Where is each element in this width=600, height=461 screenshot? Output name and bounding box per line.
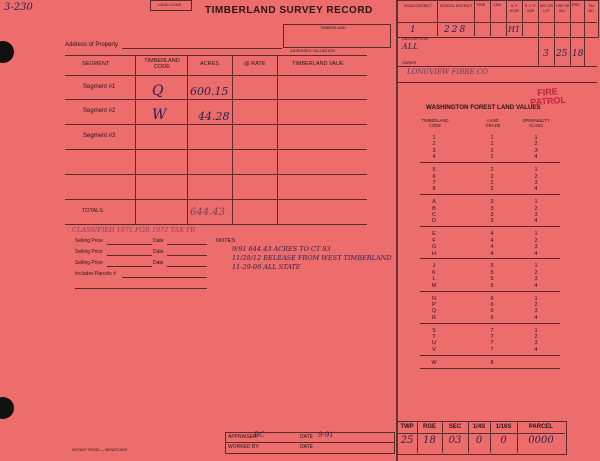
wflv-cell: V — [432, 346, 436, 353]
selling-price-3: Selling Price — [75, 260, 103, 266]
wflv-classes-group-1 — [529, 167, 543, 193]
parcel-value-4: 0 — [500, 435, 507, 446]
parcel-value-1: 18 — [423, 435, 436, 446]
hdr-road-district: ROAD DISTRICT — [404, 4, 432, 8]
totals-value: 644.43 — [190, 207, 225, 218]
segment-1-code: Q — [152, 83, 164, 99]
totals-label: TOTALS — [82, 208, 103, 214]
wflv-cell: 3 — [490, 218, 494, 225]
wflv-cell: 2 — [534, 334, 538, 340]
includes-parcels-label: Includes Parcels # — [75, 271, 116, 277]
wflv-classes-group-6 — [529, 328, 543, 354]
note-line-1: 9/91 644.43 ACRES TO CT 83 — [232, 245, 331, 253]
wflv-codes-group-5 — [427, 296, 441, 322]
wflv-cell: 3 — [432, 147, 436, 154]
wflv-cell: N — [432, 295, 436, 302]
wflv-cell: 6 — [490, 314, 494, 321]
wflv-classes-group-5 — [529, 296, 543, 322]
wflv-cell: 2 — [490, 179, 494, 186]
page-title: TIMBERLAND SURVEY RECORD — [205, 5, 373, 16]
parcel-value-5: 0000 — [528, 435, 554, 446]
wflv-classes-group-0 — [529, 135, 543, 161]
wflv-codes-group-0 — [427, 135, 441, 161]
wflv-title: WASHINGTON FOREST LAND VALUES — [426, 104, 541, 111]
note-line-2: 11/28/12 RELEASE FROM WEST TIMBERLAND — [232, 254, 392, 262]
wflv-cell: 7 — [490, 340, 494, 347]
wflv-col-grade: LAND GRADE — [485, 118, 501, 128]
wflv-cell: 2 — [534, 237, 538, 244]
wflv-classes-group-3 — [529, 231, 543, 257]
wflv-cell: 4 — [432, 154, 436, 161]
parcel-header-0: TWP — [400, 424, 414, 430]
wflv-cell: G — [431, 244, 437, 251]
wflv-cell: 4 — [534, 218, 538, 225]
owner-label: OWNER — [402, 61, 417, 65]
wflv-cell: 4 — [534, 314, 538, 321]
segment-1-acres: 600.15 — [190, 85, 229, 98]
wflv-cell: 2 — [534, 205, 538, 212]
worked-by-label: WORKED BY: — [228, 444, 260, 450]
school-value: 228 — [444, 25, 468, 35]
wflv-cell: 3 — [534, 276, 538, 283]
wflv-cell: L — [432, 276, 436, 283]
wflv-cell: B — [432, 205, 436, 212]
twp-value: 25 — [556, 49, 568, 59]
wflv-cell: 5 — [490, 282, 494, 289]
rge-value: 18 — [572, 49, 584, 59]
wflv-cell: 7 — [432, 179, 436, 186]
col-timberland-code: TIMBERLAND CODE — [144, 58, 180, 70]
appraiser-label: APPRAISER: — [228, 434, 259, 440]
printer-credit: INSTANT PRESS — WENATCHEE — [72, 448, 128, 452]
wflv-col-class: OPERABILITY CLASS — [522, 118, 550, 128]
wflv-grades-group-7 — [485, 360, 499, 366]
parcel-value-2: 03 — [448, 435, 462, 446]
parcel-header-3: 1/4S — [472, 424, 486, 430]
wflv-cell: T — [432, 334, 436, 340]
hdr-sec-lot: SEC OR LOT — [540, 4, 553, 13]
wflv-grades-group-6 — [485, 328, 499, 354]
wflv-grades-group-5 — [485, 296, 499, 322]
segment-3-label: Segment #3 — [83, 133, 116, 139]
wflv-cell: 8 — [490, 359, 494, 366]
segment-1-label: Segment #1 — [83, 84, 116, 90]
wflv-cell: 3 — [534, 340, 538, 347]
segment-2-acres: 44.28 — [198, 110, 230, 123]
wflv-cell: 3 — [534, 179, 538, 186]
wflv-cell: 1 — [534, 263, 538, 270]
wflv-cell: 2 — [534, 173, 538, 180]
wflv-grades-group-2 — [485, 199, 499, 225]
wflv-codes-group-4 — [427, 263, 441, 289]
wflv-cell: 4 — [490, 231, 494, 238]
wflv-cell: C — [432, 212, 436, 218]
appraiser-date-value: 9-91 — [318, 431, 334, 439]
wflv-cell: 7 — [490, 327, 494, 334]
wflv-codes-group-6 — [427, 328, 441, 354]
hdr-rge: RGE — [572, 3, 580, 7]
wflv-cell: 7 — [490, 334, 494, 340]
worked-by-date-label: DATE — [300, 444, 313, 450]
wflv-separator — [420, 291, 560, 292]
wflv-cell: 6 — [490, 301, 494, 308]
wflv-cell: 4 — [534, 186, 538, 193]
wflv-cell: 1 — [490, 141, 494, 148]
wflv-cell: 7 — [490, 346, 494, 353]
hdr-fire: FIRE — [477, 3, 486, 7]
owner-value: LONGVIEW FIBRE CO — [407, 68, 488, 76]
parcel-header-2: SEC — [448, 424, 462, 430]
col-rate: @ RATE — [244, 61, 266, 67]
assessed-valuation-label: ASSESSED VALUATION — [290, 48, 335, 53]
note-line-3: 11-29-06 ALL STATE — [232, 263, 301, 271]
col-segment: SEGMENT — [82, 61, 110, 67]
wflv-cell: K — [432, 269, 436, 276]
hdr-scp-ude: S. C. P. UDE — [524, 4, 537, 13]
wflv-codes-group-2 — [427, 199, 441, 225]
land-code-label: LAND CODE — [158, 2, 182, 7]
segment-2-label: Segment #2 — [83, 108, 116, 114]
parcel-value-0: 25 — [400, 435, 414, 446]
address-label: Address of Property — [65, 42, 119, 48]
wflv-cell: W — [431, 359, 437, 366]
wflv-cell: 8 — [432, 186, 436, 193]
wflv-cell: P — [432, 301, 436, 308]
col-acres: ACRES — [200, 61, 219, 67]
parcel-header-4: 1/16S — [495, 424, 512, 430]
notes-label: NOTES: — [216, 238, 237, 244]
wflv-cell: 2 — [534, 269, 538, 276]
wflv-cell: 3 — [490, 212, 494, 218]
stamp-line-2: PATROL — [529, 94, 567, 108]
wflv-separator — [420, 162, 560, 163]
wflv-cell: 4 — [534, 282, 538, 289]
wflv-cell: 6 — [490, 308, 494, 315]
parcel-header-5: PARCEL — [528, 424, 554, 430]
parcel-value-3: 0 — [475, 435, 483, 446]
parcel-header-1: RGE — [422, 424, 436, 430]
wflv-codes-group-1 — [427, 167, 441, 193]
wflv-cell: 4 — [490, 250, 494, 257]
wflv-cell: 4 — [534, 250, 538, 257]
wflv-cell: S — [432, 327, 436, 334]
wflv-cell: 6 — [490, 295, 494, 302]
wflv-cell: 1 — [534, 295, 538, 302]
wflv-cell: 2 — [490, 167, 494, 174]
wflv-cell: 4 — [490, 237, 494, 244]
wflv-cell: E — [432, 231, 436, 238]
selling-date-2: Date — [153, 249, 164, 255]
wflv-cell: 1 — [534, 231, 538, 238]
wflv-codes-group-7 — [427, 360, 441, 366]
wflv-cell: J — [432, 263, 436, 270]
wflv-grades-group-0 — [485, 135, 499, 161]
wflv-codes-group-3 — [427, 231, 441, 257]
description-value: ALL — [402, 42, 419, 51]
wflv-cell: F — [432, 237, 436, 244]
wflv-cell: 2 — [534, 141, 538, 148]
wflv-separator — [420, 258, 560, 259]
wflv-cell: 5 — [432, 167, 436, 174]
wflv-separator — [420, 368, 560, 369]
wflv-cell: 3 — [534, 244, 538, 251]
selling-price-1: Selling Price — [75, 238, 103, 244]
wflv-cell: R — [432, 314, 436, 321]
wflv-cell: 2 — [490, 173, 494, 180]
hdr-ap-hosp: A. P. HOSP — [509, 4, 520, 13]
timberland-label: TIMBERLAND — [320, 25, 346, 30]
wflv-cell: 1 — [534, 327, 538, 334]
wflv-cell: 5 — [490, 263, 494, 270]
sec-value: 3 — [543, 49, 549, 59]
binder-hole-top — [0, 41, 14, 63]
wflv-cell: 1 — [490, 135, 494, 141]
wflv-classes-group-4 — [529, 263, 543, 289]
wflv-cell: 1 — [534, 167, 538, 174]
wflv-classes-group-2 — [529, 199, 543, 225]
wflv-col-code: TIMBERLAND CODE — [421, 118, 449, 128]
wflv-separator — [420, 194, 560, 195]
description-label: DESCRIPTION — [402, 37, 428, 41]
wflv-cell: 5 — [490, 269, 494, 276]
col-timberland-value: TIMBERLAND VAUE — [292, 61, 344, 67]
wflv-grades-group-3 — [485, 231, 499, 257]
road-value: 1 — [410, 25, 416, 35]
wflv-cell: 3 — [490, 205, 494, 212]
wflv-separator — [420, 323, 560, 324]
wflv-grades-group-4 — [485, 263, 499, 289]
hdr-cem: CEM — [493, 3, 501, 7]
appraiser-value: BC — [254, 431, 265, 439]
hdr-school-district: SCHOOL DISTRICT — [439, 4, 473, 8]
wflv-cell: 4 — [534, 346, 538, 353]
hdr-twp-blk: TWP OR BLK — [555, 4, 570, 13]
binder-hole-bottom — [0, 397, 14, 419]
wflv-cell: U — [432, 340, 436, 347]
wflv-separator — [420, 355, 560, 356]
wflv-cell: A — [432, 199, 436, 206]
wflv-cell: 1 — [534, 199, 538, 206]
wflv-cell: 6 — [432, 173, 436, 180]
wflv-cell: 4 — [490, 244, 494, 251]
wflv-cell: 1 — [490, 147, 494, 154]
sub-value: H1 — [508, 25, 521, 34]
wflv-cell: 2 — [490, 186, 494, 193]
wflv-cell: D — [432, 218, 436, 225]
wflv-cell: H — [432, 250, 436, 257]
wflv-cell: 3 — [490, 199, 494, 206]
wflv-cell: 2 — [534, 301, 538, 308]
wflv-separator — [420, 226, 560, 227]
selling-price-2: Selling Price — [75, 249, 103, 255]
wflv-grades-group-1 — [485, 167, 499, 193]
selling-date-3: Date — [153, 260, 164, 266]
wflv-cell: 1 — [534, 135, 538, 141]
wflv-cell: 1 — [490, 154, 494, 161]
wflv-cell: Q — [431, 308, 437, 315]
wflv-cell: 4 — [534, 154, 538, 161]
wflv-cell: 3 — [534, 308, 538, 315]
wflv-cell: M — [431, 282, 437, 289]
wflv-cell: 2 — [432, 141, 436, 148]
stamp-line-1: FIRE — [536, 86, 559, 98]
wflv-cell: 1 — [432, 135, 436, 141]
appraiser-date-label: DATE — [300, 434, 313, 440]
wflv-cell: 3 — [534, 147, 538, 154]
hdr-tax-no: TAX NO. — [588, 4, 595, 13]
classified-note: CLASSIFIED 1971 FOR 1972 TAX YR — [72, 226, 196, 234]
selling-date-1: Date — [153, 238, 164, 244]
wflv-cell: 5 — [490, 276, 494, 283]
wflv-cell: 3 — [534, 212, 538, 218]
corner-note: 3-230 — [4, 2, 33, 13]
segment-2-code: W — [152, 107, 167, 123]
